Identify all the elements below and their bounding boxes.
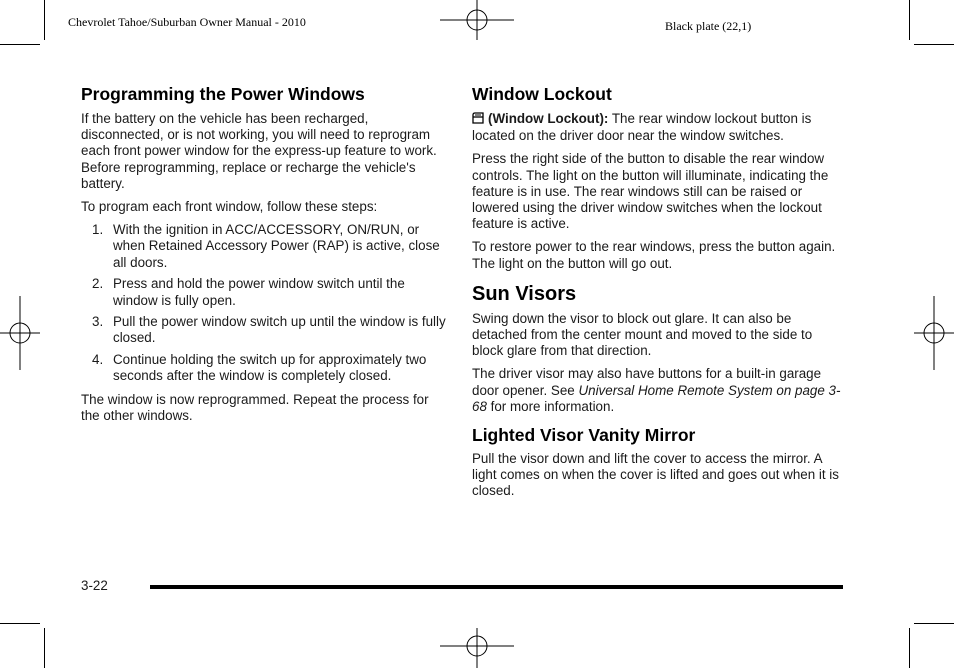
registration-mark-bottom [440,628,514,668]
step-number: 1. [92,222,104,238]
crop-mark [44,628,45,668]
registration-mark-left [0,296,40,370]
section-heading-window-lockout: Window Lockout [472,84,612,104]
sun-visors-text-pre: The driver visor may also have buttons for a built-in garage door opener. See [472,366,822,398]
closing-paragraph: The window is now reprogrammed. Repeat the process for the other windows. [81,391,429,423]
step-text: With the ignition in ACC/ACCESSORY, ON/RUN, or when Retained Accessory Power (RAP) is active, close all doors. [113,222,440,270]
vanity-mirror-paragraph: Pull the visor down and lift the cover to access the mirror. A light comes on when the cover is lifted and goes out when it is closed. [472,451,839,499]
window-lockout-paragraph-3: To restore power to the rear windows, press the button again. The light on the button will go out. [472,239,836,271]
step-number: 3. [92,314,104,330]
window-lockout-text: The rear window lockout button is located on the driver door near the window switches. [472,111,812,144]
steps-intro: To program each front window, follow these steps: [81,199,378,215]
page-number: 3-22 [81,578,108,593]
step-number: 2. [92,276,104,292]
window-lockout-paragraph [472,111,844,144]
crop-mark [0,623,40,624]
list-item [81,222,447,271]
intro-paragraph: If the battery on the vehicle has been recharged, disconnected, or is not working, you will need to reprogram each front power window for the express-up feature to work. Before reprogramming, replace or recharge the vehicle's battery. [81,111,437,191]
cross-reference-link[interactable]: Universal Home Remote System on page 3-68 [472,382,841,414]
footer-rule [150,585,843,589]
plate-label: Black plate (22,1) [665,19,752,33]
header-title: Chevrolet Tahoe/Suburban Owner Manual - 2010 [68,15,306,29]
window-lockout-label: (Window Lockout): [488,111,609,126]
crop-mark [914,44,954,45]
crop-mark [44,0,45,40]
list-item [81,314,447,346]
registration-mark-right [914,296,954,370]
section-heading-sun-visors: Sun Visors [472,282,577,305]
left-column [81,84,447,431]
right-column [472,84,844,507]
steps-list [81,222,447,384]
registration-mark-top [440,0,514,40]
step-text: Pull the power window switch up until the window is fully closed. [113,314,446,346]
step-number: 4. [92,352,104,368]
step-text: Continue holding the switch up for approximately two seconds after the window is completely closed. [113,352,427,384]
crop-mark [909,0,910,40]
list-item [81,352,447,384]
window-lockout-paragraph-2: Press the right side of the button to disable the rear window controls. The light on the button will illuminate, indicating the feature is in use. The rear windows still can be raised or lowered using the driver window switches when the lockout feature is active. [472,151,829,232]
section-heading-power-windows: Programming the Power Windows [81,84,365,104]
window-lockout-icon [472,112,484,128]
step-text: Press and hold the power window switch until the window is fully open. [113,276,405,308]
list-item [81,276,447,308]
subsection-heading-vanity-mirror: Lighted Visor Vanity Mirror [472,425,696,446]
sun-visors-paragraph-2 [472,366,844,415]
crop-mark [909,628,910,668]
crop-mark [914,623,954,624]
sun-visors-text-post: for more information. [486,398,615,414]
sun-visors-paragraph: Swing down the visor to block out glare. It can also be detached from the center mount and moved to the side to block glare from that direction. [472,310,813,359]
crop-mark [0,44,40,45]
